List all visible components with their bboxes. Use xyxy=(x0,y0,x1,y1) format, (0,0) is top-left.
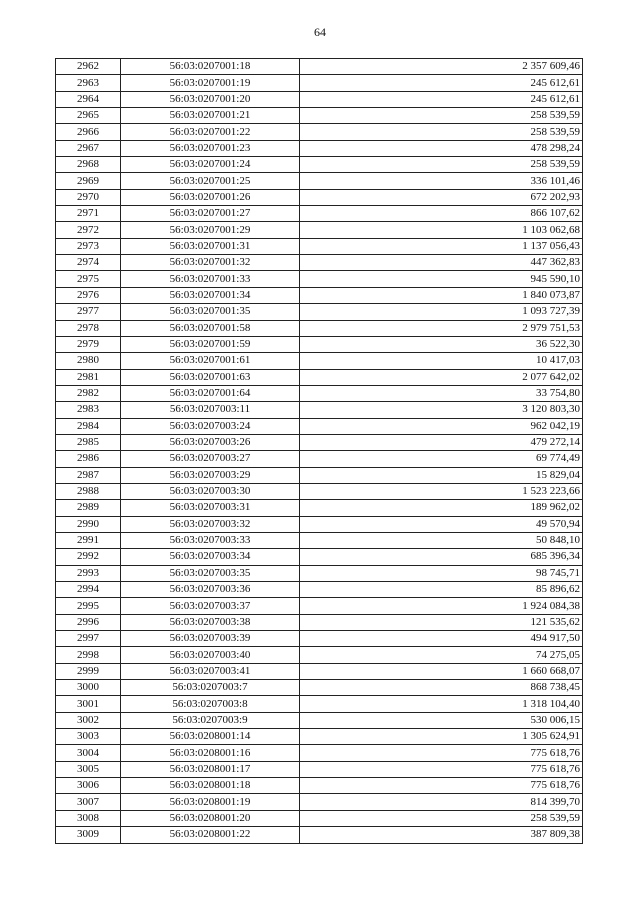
table-row xyxy=(56,696,583,712)
table-row xyxy=(56,173,583,189)
table-row xyxy=(56,189,583,205)
cadastral-number-cell: 56:03:0207001:35 xyxy=(121,304,300,320)
cadastral-value-cell: 121 535,62 xyxy=(300,614,583,630)
cadastral-value-cell: 189 962,02 xyxy=(300,500,583,516)
table-row xyxy=(56,663,583,679)
row-number-cell: 3004 xyxy=(56,745,121,761)
row-number-cell: 3000 xyxy=(56,680,121,696)
cadastral-number-cell: 56:03:0207003:27 xyxy=(121,451,300,467)
row-number-cell: 3002 xyxy=(56,712,121,728)
cadastral-number-cell: 56:03:0207003:36 xyxy=(121,582,300,598)
row-number-cell: 2991 xyxy=(56,532,121,548)
row-number-cell: 2969 xyxy=(56,173,121,189)
cadastral-number-cell: 56:03:0207003:32 xyxy=(121,516,300,532)
cadastral-value-cell: 2 979 751,53 xyxy=(300,320,583,336)
cadastral-value-cell: 494 917,50 xyxy=(300,631,583,647)
row-number-cell: 2998 xyxy=(56,647,121,663)
row-number-cell: 3003 xyxy=(56,729,121,745)
table-row xyxy=(56,369,583,385)
row-number-cell: 2977 xyxy=(56,304,121,320)
row-number-cell: 2976 xyxy=(56,287,121,303)
cadastral-number-cell: 56:03:0207001:27 xyxy=(121,206,300,222)
table-body xyxy=(56,59,583,844)
cadastral-value-cell: 530 006,15 xyxy=(300,712,583,728)
cadastral-value-cell: 85 896,62 xyxy=(300,582,583,598)
table-row xyxy=(56,206,583,222)
row-number-cell: 3009 xyxy=(56,827,121,843)
cadastral-value-cell: 479 272,14 xyxy=(300,434,583,450)
cadastral-value-cell: 49 570,94 xyxy=(300,516,583,532)
cadastral-value-cell: 1 093 727,39 xyxy=(300,304,583,320)
cadastral-value-cell: 962 042,19 xyxy=(300,418,583,434)
cadastral-number-cell: 56:03:0207001:33 xyxy=(121,271,300,287)
row-number-cell: 2965 xyxy=(56,108,121,124)
cadastral-value-cell: 98 745,71 xyxy=(300,565,583,581)
row-number-cell: 2967 xyxy=(56,140,121,156)
table-row xyxy=(56,761,583,777)
table-row xyxy=(56,565,583,581)
row-number-cell: 2979 xyxy=(56,336,121,352)
cadastral-number-cell: 56:03:0207001:24 xyxy=(121,157,300,173)
cadastral-number-cell: 56:03:0207001:34 xyxy=(121,287,300,303)
row-number-cell: 2972 xyxy=(56,222,121,238)
cadastral-number-cell: 56:03:0207001:22 xyxy=(121,124,300,140)
cadastral-number-cell: 56:03:0208001:18 xyxy=(121,778,300,794)
table-row xyxy=(56,320,583,336)
table-row xyxy=(56,549,583,565)
row-number-cell: 2966 xyxy=(56,124,121,140)
table-row xyxy=(56,418,583,434)
table-row xyxy=(56,680,583,696)
table-row xyxy=(56,59,583,75)
cadastral-number-cell: 56:03:0207003:8 xyxy=(121,696,300,712)
row-number-cell: 2987 xyxy=(56,467,121,483)
table-row xyxy=(56,745,583,761)
row-number-cell: 3007 xyxy=(56,794,121,810)
table-row xyxy=(56,467,583,483)
cadastral-number-cell: 56:03:0207001:32 xyxy=(121,255,300,271)
cadastral-number-cell: 56:03:0208001:16 xyxy=(121,745,300,761)
table-row xyxy=(56,451,583,467)
cadastral-number-cell: 56:03:0207001:58 xyxy=(121,320,300,336)
row-number-cell: 2985 xyxy=(56,434,121,450)
cadastral-value-cell: 2 357 609,46 xyxy=(300,59,583,75)
table-row xyxy=(56,157,583,173)
table-row xyxy=(56,385,583,401)
cadastral-number-cell: 56:03:0207003:31 xyxy=(121,500,300,516)
cadastral-value-cell: 15 829,04 xyxy=(300,467,583,483)
table-row xyxy=(56,810,583,826)
cadastral-number-cell: 56:03:0207003:38 xyxy=(121,614,300,630)
row-number-cell: 2988 xyxy=(56,483,121,499)
cadastral-number-cell: 56:03:0207001:18 xyxy=(121,59,300,75)
cadastral-number-cell: 56:03:0207001:61 xyxy=(121,353,300,369)
cadastral-number-cell: 56:03:0207003:30 xyxy=(121,483,300,499)
cadastral-value-table xyxy=(55,58,583,844)
cadastral-number-cell: 56:03:0208001:14 xyxy=(121,729,300,745)
table-row xyxy=(56,516,583,532)
cadastral-number-cell: 56:03:0207001:26 xyxy=(121,189,300,205)
row-number-cell: 2981 xyxy=(56,369,121,385)
cadastral-number-cell: 56:03:0207003:26 xyxy=(121,434,300,450)
row-number-cell: 2980 xyxy=(56,353,121,369)
row-number-cell: 2968 xyxy=(56,157,121,173)
table-row xyxy=(56,271,583,287)
row-number-cell: 3008 xyxy=(56,810,121,826)
row-number-cell: 2963 xyxy=(56,75,121,91)
cadastral-value-cell: 775 618,76 xyxy=(300,745,583,761)
row-number-cell: 3005 xyxy=(56,761,121,777)
row-number-cell: 2990 xyxy=(56,516,121,532)
cadastral-value-cell: 1 318 104,40 xyxy=(300,696,583,712)
cadastral-number-cell: 56:03:0207001:23 xyxy=(121,140,300,156)
row-number-cell: 2996 xyxy=(56,614,121,630)
table-row xyxy=(56,647,583,663)
cadastral-value-cell: 1 523 223,66 xyxy=(300,483,583,499)
cadastral-value-cell: 74 275,05 xyxy=(300,647,583,663)
cadastral-value-cell: 1 660 668,07 xyxy=(300,663,583,679)
cadastral-value-cell: 868 738,45 xyxy=(300,680,583,696)
cadastral-value-cell: 685 396,34 xyxy=(300,549,583,565)
row-number-cell: 2974 xyxy=(56,255,121,271)
row-number-cell: 2984 xyxy=(56,418,121,434)
row-number-cell: 2978 xyxy=(56,320,121,336)
cadastral-number-cell: 56:03:0207001:59 xyxy=(121,336,300,352)
table-row xyxy=(56,827,583,843)
row-number-cell: 2971 xyxy=(56,206,121,222)
cadastral-value-cell: 447 362,83 xyxy=(300,255,583,271)
row-number-cell: 2962 xyxy=(56,59,121,75)
cadastral-value-cell: 3 120 803,30 xyxy=(300,402,583,418)
cadastral-value-cell: 69 774,49 xyxy=(300,451,583,467)
cadastral-value-cell: 2 077 642,02 xyxy=(300,369,583,385)
cadastral-value-cell: 387 809,38 xyxy=(300,827,583,843)
table-row xyxy=(56,483,583,499)
table-row xyxy=(56,500,583,516)
cadastral-number-cell: 56:03:0207001:21 xyxy=(121,108,300,124)
row-number-cell: 2999 xyxy=(56,663,121,679)
table-row xyxy=(56,222,583,238)
row-number-cell: 2989 xyxy=(56,500,121,516)
cadastral-value-cell: 258 539,59 xyxy=(300,108,583,124)
cadastral-number-cell: 56:03:0207001:63 xyxy=(121,369,300,385)
table-row xyxy=(56,304,583,320)
cadastral-value-cell: 1 137 056,43 xyxy=(300,238,583,254)
cadastral-value-cell: 33 754,80 xyxy=(300,385,583,401)
table-row xyxy=(56,402,583,418)
table-row xyxy=(56,124,583,140)
table-row xyxy=(56,108,583,124)
row-number-cell: 2975 xyxy=(56,271,121,287)
row-number-cell: 2986 xyxy=(56,451,121,467)
row-number-cell: 2994 xyxy=(56,582,121,598)
cadastral-value-cell: 866 107,62 xyxy=(300,206,583,222)
page-number: 64 xyxy=(314,25,326,39)
cadastral-number-cell: 56:03:0207003:33 xyxy=(121,532,300,548)
table-row xyxy=(56,336,583,352)
cadastral-value-cell: 1 924 084,38 xyxy=(300,598,583,614)
cadastral-number-cell: 56:03:0207001:64 xyxy=(121,385,300,401)
cadastral-value-cell: 258 539,59 xyxy=(300,157,583,173)
cadastral-number-cell: 56:03:0207003:35 xyxy=(121,565,300,581)
cadastral-number-cell: 56:03:0207003:11 xyxy=(121,402,300,418)
cadastral-number-cell: 56:03:0207003:40 xyxy=(121,647,300,663)
row-number-cell: 2970 xyxy=(56,189,121,205)
cadastral-value-cell: 245 612,61 xyxy=(300,91,583,107)
cadastral-value-cell: 258 539,59 xyxy=(300,810,583,826)
row-number-cell: 2993 xyxy=(56,565,121,581)
cadastral-number-cell: 56:03:0207001:19 xyxy=(121,75,300,91)
table-row xyxy=(56,794,583,810)
row-number-cell: 2997 xyxy=(56,631,121,647)
cadastral-value-cell: 945 590,10 xyxy=(300,271,583,287)
table-row xyxy=(56,598,583,614)
row-number-cell: 2982 xyxy=(56,385,121,401)
row-number-cell: 3006 xyxy=(56,778,121,794)
row-number-cell: 2964 xyxy=(56,91,121,107)
cadastral-number-cell: 56:03:0207001:25 xyxy=(121,173,300,189)
cadastral-number-cell: 56:03:0207003:7 xyxy=(121,680,300,696)
table-row xyxy=(56,353,583,369)
cadastral-number-cell: 56:03:0207003:24 xyxy=(121,418,300,434)
cadastral-value-cell: 672 202,93 xyxy=(300,189,583,205)
table-row xyxy=(56,712,583,728)
table-row xyxy=(56,631,583,647)
table-row xyxy=(56,91,583,107)
table-row xyxy=(56,434,583,450)
row-number-cell: 2983 xyxy=(56,402,121,418)
cadastral-value-cell: 814 399,70 xyxy=(300,794,583,810)
cadastral-value-cell: 10 417,03 xyxy=(300,353,583,369)
table-row xyxy=(56,582,583,598)
cadastral-number-cell: 56:03:0208001:20 xyxy=(121,810,300,826)
table-row xyxy=(56,614,583,630)
cadastral-number-cell: 56:03:0208001:22 xyxy=(121,827,300,843)
cadastral-number-cell: 56:03:0207001:20 xyxy=(121,91,300,107)
table-row xyxy=(56,255,583,271)
cadastral-value-cell: 336 101,46 xyxy=(300,173,583,189)
cadastral-value-cell: 1 840 073,87 xyxy=(300,287,583,303)
row-number-cell: 2995 xyxy=(56,598,121,614)
row-number-cell: 2973 xyxy=(56,238,121,254)
cadastral-number-cell: 56:03:0208001:17 xyxy=(121,761,300,777)
table-row xyxy=(56,140,583,156)
cadastral-value-cell: 258 539,59 xyxy=(300,124,583,140)
cadastral-number-cell: 56:03:0207003:41 xyxy=(121,663,300,679)
cadastral-number-cell: 56:03:0207003:39 xyxy=(121,631,300,647)
table-row xyxy=(56,532,583,548)
table-row xyxy=(56,287,583,303)
table-row xyxy=(56,75,583,91)
cadastral-value-cell: 775 618,76 xyxy=(300,761,583,777)
cadastral-number-cell: 56:03:0207003:9 xyxy=(121,712,300,728)
cadastral-value-cell: 36 522,30 xyxy=(300,336,583,352)
row-number-cell: 3001 xyxy=(56,696,121,712)
cadastral-value-cell: 1 305 624,91 xyxy=(300,729,583,745)
table-row xyxy=(56,778,583,794)
cadastral-number-cell: 56:03:0207003:34 xyxy=(121,549,300,565)
cadastral-number-cell: 56:03:0207001:31 xyxy=(121,238,300,254)
cadastral-number-cell: 56:03:0207001:29 xyxy=(121,222,300,238)
table-row xyxy=(56,238,583,254)
cadastral-value-cell: 50 848,10 xyxy=(300,532,583,548)
cadastral-value-cell: 775 618,76 xyxy=(300,778,583,794)
cadastral-value-cell: 245 612,61 xyxy=(300,75,583,91)
row-number-cell: 2992 xyxy=(56,549,121,565)
table-row xyxy=(56,729,583,745)
cadastral-value-cell: 478 298,24 xyxy=(300,140,583,156)
cadastral-value-cell: 1 103 062,68 xyxy=(300,222,583,238)
cadastral-number-cell: 56:03:0207003:37 xyxy=(121,598,300,614)
cadastral-number-cell: 56:03:0208001:19 xyxy=(121,794,300,810)
cadastral-number-cell: 56:03:0207003:29 xyxy=(121,467,300,483)
